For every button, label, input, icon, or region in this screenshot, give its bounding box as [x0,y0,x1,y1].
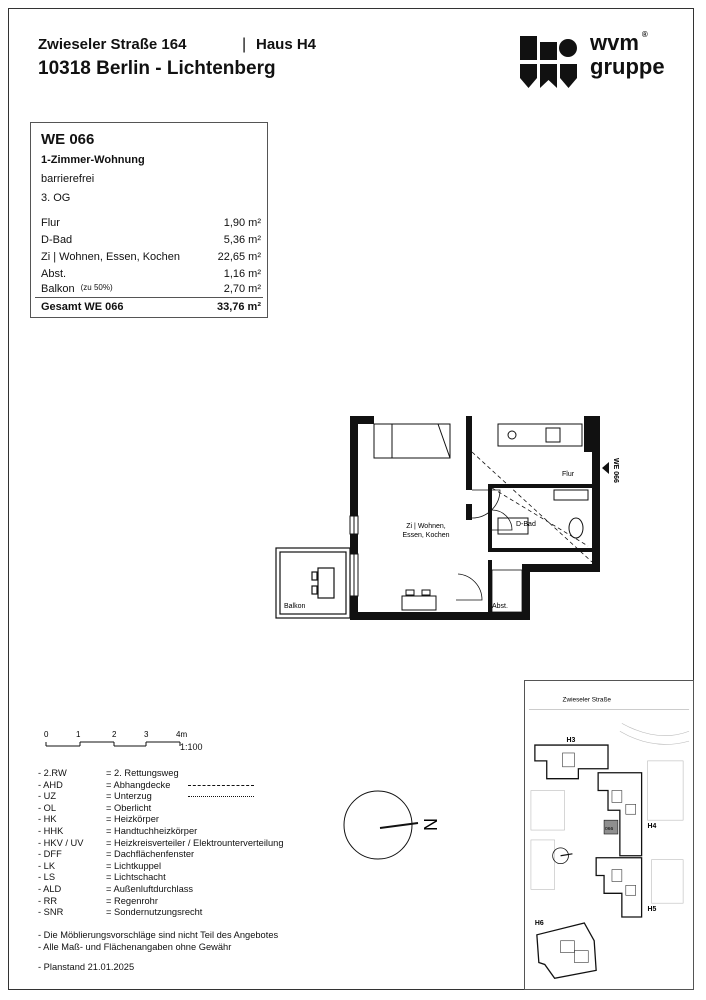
site-plan [524,680,694,990]
unit-info-box [30,122,268,318]
legend-row [38,861,338,873]
address-street: Zwieseler Straße 164 [38,36,187,53]
note-line: - Alle Maß- und Flächenangaben ohne Gewähr [38,941,232,952]
scale-tick-label: 0 [44,730,49,739]
notes [38,930,278,953]
room-name: Zi | Wohnen, Essen, Kochen [41,251,181,263]
address-house: Haus H4 [256,36,317,53]
legend-def: = Abhangdecke [106,779,171,790]
legend-def: = Lichtschacht [106,872,166,883]
room-name: Abst. [41,268,67,280]
ahd-line-sample [188,785,254,786]
room-label-living-2: Essen, Kochen [402,532,450,539]
room-area: 22,65 m² [217,251,261,263]
compass-north-icon [340,786,450,864]
scale-ratio: 1:100 [180,742,203,752]
room-row [41,234,261,250]
legend-def: = Unterzug [106,791,152,802]
legend-def: = Dachflächenfenster [106,849,195,860]
legend-def: = Lichtkuppel [106,860,162,871]
legend-abbr: - 2.RW [38,768,67,778]
legend-def: = Heizkreisverteiler / Elektrounterverteilung [106,837,284,848]
scale-tick-label: 3 [144,730,149,739]
legend-row [38,814,338,826]
unit-title: WE 066 [41,131,95,148]
plan-date: - Planstand 21.01.2025 [38,962,135,972]
unit-type: 1-Zimmer-Wohnung [41,154,145,166]
total-area: 33,76 m² [216,301,261,313]
room-name: D-Bad [41,234,73,246]
legend-abbr: - SNR [38,907,64,918]
room-label-bath: D-Bad [516,521,536,528]
room-row [41,217,261,233]
legend-def: = Oberlicht [106,802,152,813]
legend-row [38,768,338,780]
site-street-label: Zwieseler Straße [562,696,611,704]
uz-line-sample [188,796,254,797]
room-area: 1,16 m² [223,268,261,280]
legend-def: = Sondernutzungsrecht [106,907,203,918]
site-unit-label: 066 [605,827,614,833]
legend [38,768,338,919]
total-label: Gesamt WE 066 [41,301,124,313]
room-area: 5,36 m² [223,234,261,246]
note-line: - Die Möblierungsvorschläge sind nicht Teil des Angebotes [38,930,279,940]
legend-row [38,849,338,861]
legend-abbr: - HK [38,814,57,825]
room-area: 2,70 m² [223,283,261,295]
legend-row [38,780,338,792]
brand-name-line2: gruppe [590,54,665,79]
address-city: 10318 Berlin - Lichtenberg [38,58,276,79]
unit-accessibility: barrierefrei [41,173,95,185]
legend-row [38,884,338,896]
legend-abbr: - LK [38,860,56,871]
legend-abbr: - OL [38,802,57,813]
site-house-label: H6 [534,919,544,927]
room-label-balcony: Balkon [284,603,306,610]
scale-tick-label: 1 [76,730,81,739]
room-area: 1,90 m² [223,217,261,229]
room-row [41,251,261,267]
room-name: Balkon $^{(zu 50\%)}$ [41,283,113,295]
compass-label: N [421,818,441,831]
room-label-hall: Flur [562,471,575,478]
legend-row [38,826,338,838]
legend-abbr: - HKV / UV [38,837,84,848]
legend-row [38,803,338,815]
address-separator: | [242,36,247,53]
scale-bar [40,728,240,754]
brand-logo-icon [518,34,578,90]
legend-abbr: - AHD [38,779,63,790]
legend-abbr: - RR [38,895,58,906]
total-divider [35,297,263,298]
legend-row [38,896,338,908]
legend-def: = Außenluftdurchlass [106,883,194,894]
legend-row [38,872,338,884]
legend-def: = 2. Rettungsweg [106,768,179,778]
entrance-arrow-icon [602,462,609,474]
brand-name-line1: wvm ® [590,30,648,55]
legend-row [38,907,338,919]
legend-abbr: - DFF [38,849,62,860]
legend-def: = Heizkörper [106,814,159,825]
room-name: Flur [41,217,60,229]
site-house-label: H4 [647,823,657,831]
site-house-label: H3 [566,737,576,745]
room-note: (zu 50%) [80,283,113,292]
legend-row [38,838,338,850]
unit-tag-vertical: WE 066 [612,458,619,483]
legend-abbr: - HHK [38,825,64,836]
legend-abbr: - LS [38,872,56,883]
unit-floor: 3. OG [41,192,71,204]
site-house-label: H5 [647,906,657,914]
legend-abbr: - ALD [38,883,62,894]
scale-tick-label: 2 [112,730,117,739]
site-compass-icon [553,848,573,864]
scale-tick-label: 4m [176,730,188,739]
floor-plan [270,410,620,640]
room-row [41,268,261,284]
legend-row [38,791,338,803]
total-row [41,301,261,313]
legend-def: = Handtuchheizkörper [106,825,198,836]
legend-def: = Regenrohr [106,895,158,906]
legend-abbr: - UZ [38,791,57,802]
room-label-living: Zi | Wohnen, [406,523,446,530]
room-label-storage: Abst. [492,603,508,610]
